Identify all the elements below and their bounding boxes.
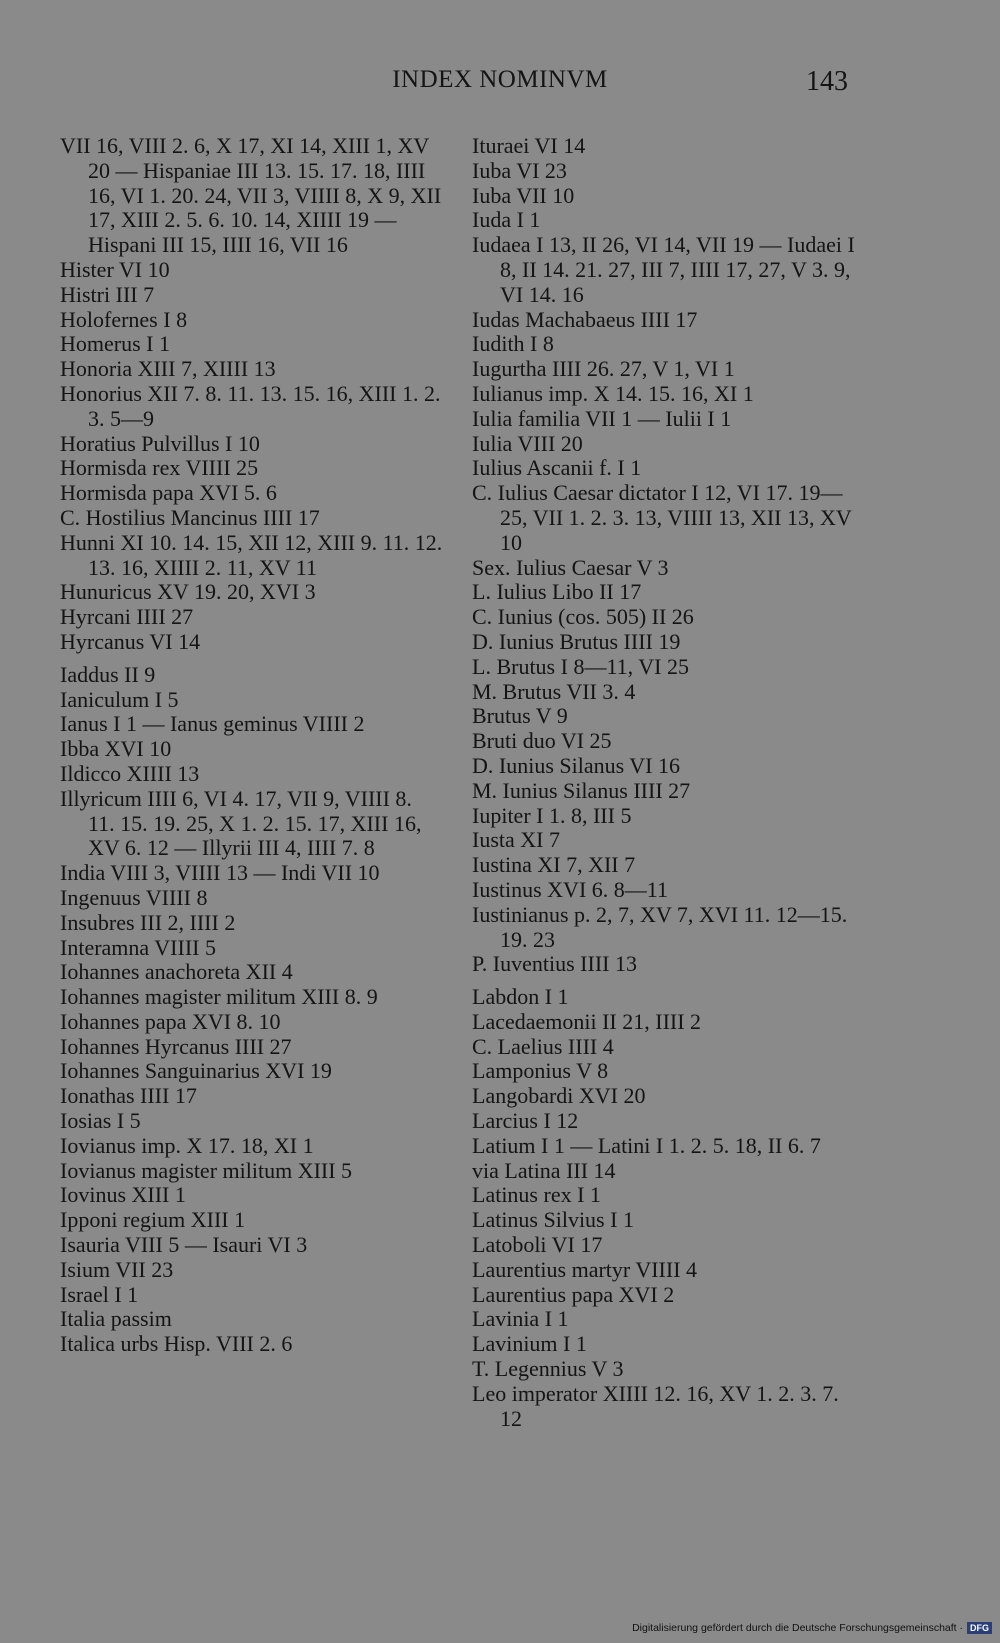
index-entry: Hormisda rex VIIII 25	[60, 455, 259, 481]
page-number: 143	[806, 66, 848, 97]
index-entry: Iustina XI 7, XII 7	[472, 852, 636, 878]
index-entry: Hister VI 10	[60, 256, 170, 282]
index-entry: Iulianus imp. X 14. 15. 16, XI 1	[472, 380, 754, 406]
index-entry: Iaddus II 9	[60, 661, 156, 687]
index-entry: Iosias I 5	[60, 1108, 141, 1134]
index-entry: Latoboli VI 17	[472, 1232, 603, 1258]
index-entry: C. Iunius (cos. 505) II 26	[472, 604, 694, 630]
index-entry: Ingenuus VIIII 8	[60, 884, 208, 910]
index-entry: Laurentius martyr VIIII 4	[472, 1256, 698, 1282]
index-entry: Interamna VIIII 5	[60, 934, 216, 960]
index-entry: D. Iunius Silanus VI 16	[472, 752, 680, 778]
index-entry: C. Hostilius Mancinus IIII 17	[60, 504, 320, 530]
index-entry: Ildicco XIIII 13	[60, 760, 200, 786]
index-entry: Iohannes magister militum XIII 8. 9	[60, 984, 378, 1010]
index-entry: C. Iulius Caesar dictator I 12, VI 17. 19—25, VII 1. 2. 3. 13, VIIII 13, XII 13, XV 10	[472, 480, 852, 555]
index-column-left	[60, 134, 444, 1357]
index-entry: Iugurtha IIII 26. 27, V 1, VI 1	[472, 356, 735, 382]
index-entry: Horatius Pulvillus I 10	[60, 430, 260, 456]
index-entry: Hyrcanus VI 14	[60, 628, 201, 654]
dfg-logo-icon: DFG	[967, 1622, 992, 1634]
index-entry: Sex. Iulius Caesar V 3	[472, 554, 669, 580]
index-entry: Latium I 1 — Latini I 1. 2. 5. 18, II 6. 7	[472, 1132, 821, 1158]
footer-text: Digitalisierung gefördert durch die Deutsche Forschungsgemeinschaft ·	[632, 1622, 963, 1634]
index-entry: Ituraei VI 14	[472, 133, 586, 158]
index-entry: Histri III 7	[60, 281, 155, 307]
index-entry: Iulia familia VII 1 — Iulii I 1	[472, 405, 732, 431]
index-entry: Iudas Machabaeus IIII 17	[472, 306, 698, 332]
index-entry: Ibba XVI 10	[60, 736, 172, 762]
index-entry: Iovianus imp. X 17. 18, XI 1	[60, 1132, 314, 1158]
index-entry: Ipponi regium XIII 1	[60, 1207, 246, 1233]
index-entry: Larcius I 12	[472, 1108, 579, 1134]
index-entry: Honoria XIII 7, XIIII 13	[60, 356, 276, 382]
index-entry: Langobardi XVI 20	[472, 1083, 646, 1109]
index-entry: Iovianus magister militum XIII 5	[60, 1157, 353, 1183]
index-entry: Latinus Silvius I 1	[472, 1207, 634, 1233]
index-entry: via Latina III 14	[472, 1157, 616, 1183]
index-entry: Iupiter I 1. 8, III 5	[472, 802, 632, 828]
page-title: INDEX NOMINVM	[392, 66, 608, 93]
index-entry: M. Iunius Silanus IIII 27	[472, 777, 691, 803]
index-entry: Ianiculum I 5	[60, 686, 179, 712]
index-entry: Honorius XII 7. 8. 11. 13. 15. 16, XIII 1. 2. 3. 5—9	[60, 380, 441, 431]
index-entry: Leo imperator XIIII 12. 16, XV 1. 2. 3. 7. 12	[472, 1380, 839, 1431]
index-entry: Iovinus XIII 1	[60, 1182, 186, 1208]
index-entry: M. Brutus VII 3. 4	[472, 678, 636, 704]
index-entry: Iohannes Hyrcanus IIII 27	[60, 1033, 292, 1059]
index-entry: Lavinia I 1	[472, 1306, 569, 1332]
index-entry: Iohannes papa XVI 8. 10	[60, 1008, 281, 1034]
index-entry: Ionathas IIII 17	[60, 1083, 197, 1109]
index-entry: Iudaea I 13, II 26, VI 14, VII 19 — Iudaei I 8, II 14. 21. 27, III 7, IIII 17, 27, V 3. 9, VI 14. 16	[472, 232, 855, 307]
index-entry: Hunni XI 10. 14. 15, XII 12, XIII 9. 11. 12. 13. 16, XIIII 2. 11, XV 11	[60, 529, 443, 580]
index-entry: Hormisda papa XVI 5. 6	[60, 480, 277, 506]
index-entry: Iulius Ascanii f. I 1	[472, 455, 642, 481]
index-entry: L. Iulius Libo II 17	[472, 579, 642, 605]
digitization-footer	[632, 1622, 992, 1634]
index-entry: Holofernes I 8	[60, 306, 188, 332]
index-entry: L. Brutus I 8—11, VI 25	[472, 653, 689, 679]
index-entry: Iustinus XVI 6. 8—11	[472, 876, 668, 902]
index-entry: Brutus V 9	[472, 703, 568, 729]
index-entry: Iuba VII 10	[472, 182, 575, 208]
index-entry: Homerus I 1	[60, 331, 170, 357]
index-entry: Iuba VI 23	[472, 157, 567, 183]
index-entry: VII 16, VIII 2. 6, X 17, XI 14, XIII 1, XV 20 — Hispaniae III 13. 15. 17. 18, IIII 16, VI 1. 20. 24, VII 3, VIIII 8, X 9, XII 17, XIII 2. 5. 6. 10. 14, XIIII 19 — Hispani III 15, IIII 16, VII 16	[60, 133, 442, 258]
index-entry: Iohannes Sanguinarius XVI 19	[60, 1058, 332, 1084]
index-entry: Illyricum IIII 6, VI 4. 17, VII 9, VIIII 8. 11. 15. 19. 25, X 1. 2. 15. 17, XIII 16, XV 6. 12 — Illyrii III 4, IIII 7. 8	[60, 785, 422, 861]
index-column-right	[472, 134, 856, 1431]
index-entry: India VIII 3, VIIII 13 — Indi VII 10	[60, 860, 380, 886]
index-entry: Italia passim	[60, 1306, 172, 1332]
index-entry: Laurentius papa XVI 2	[472, 1281, 675, 1307]
index-entry: Iustinianus p. 2, 7, XV 7, XVI 11. 12—15. 19. 23	[472, 901, 848, 952]
index-entry: Iulia VIII 20	[472, 430, 583, 456]
index-entry: Iusta XI 7	[472, 827, 560, 853]
index-entry: Israel I 1	[60, 1281, 139, 1307]
index-entry: Lamponius V 8	[472, 1058, 609, 1084]
index-entry: Lacedaemonii II 21, IIII 2	[472, 1008, 702, 1034]
index-entry: Iuda I 1	[472, 207, 541, 233]
index-entry: Iudith I 8	[472, 331, 554, 357]
index-entry: T. Legennius V 3	[472, 1356, 624, 1382]
index-entry: Insubres III 2, IIII 2	[60, 909, 236, 935]
index-entry: Hunuricus XV 19. 20, XVI 3	[60, 579, 316, 605]
index-entry: Hyrcani IIII 27	[60, 604, 194, 630]
index-entry: Lavinium I 1	[472, 1331, 587, 1357]
index-entry: C. Laelius IIII 4	[472, 1033, 614, 1059]
index-entry: Iohannes anachoreta XII 4	[60, 959, 293, 985]
index-entry: P. Iuventius IIII 13	[472, 951, 637, 977]
index-entry: Latinus rex I 1	[472, 1182, 601, 1208]
index-entry: D. Iunius Brutus IIII 19	[472, 628, 681, 654]
index-entry: Labdon I 1	[472, 984, 569, 1010]
index-entry: Ianus I 1 — Ianus geminus VIIII 2	[60, 711, 365, 737]
index-entry: Bruti duo VI 25	[472, 728, 612, 754]
index-entry: Italica urbs Hisp. VIII 2. 6	[60, 1331, 293, 1357]
index-entry: Isium VII 23	[60, 1256, 174, 1282]
index-entry: Isauria VIII 5 — Isauri VI 3	[60, 1232, 308, 1258]
